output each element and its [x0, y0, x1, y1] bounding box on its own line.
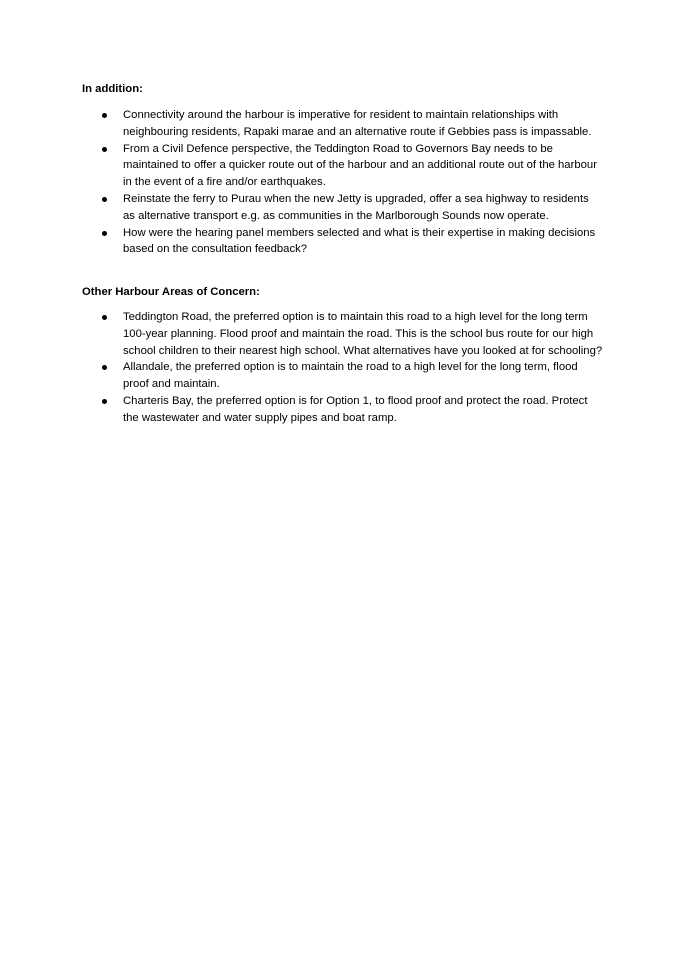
list-item — [0, 309, 603, 359]
bullet-icon — [102, 365, 107, 370]
list-item — [0, 393, 603, 427]
bullet-icon — [102, 113, 107, 118]
bullet-icon — [102, 399, 107, 404]
list-item — [0, 359, 603, 393]
list-item-text: Connectivity around the harbour is imperative for resident to maintain relationships with neighbouring residents, Rapaki marae and an alternative route if Gebbies pass is impassable. — [123, 109, 592, 138]
list-item — [0, 225, 603, 259]
list-item-text: Charteris Bay, the preferred option is for Option 1, to flood proof and protect the road. Protect the wastewater and water supply pipes and boat ramp. — [123, 394, 588, 424]
harbour-concerns-list — [0, 309, 675, 427]
section-heading-other-harbour-areas: Other Harbour Areas of Concern: — [82, 286, 260, 298]
list-item-text: From a Civil Defence perspective, the Teddington Road to Governors Bay needs to be maintained to offer a quicker route out of the harbour and an additional route out of the harbour in the event of a fire and/or earthquakes. — [123, 142, 597, 189]
list-item-text: Allandale, the preferred option is to maintain the road to a high level for the long term, flood proof and maintain. — [123, 361, 578, 391]
bullet-icon — [102, 197, 107, 202]
list-item — [0, 141, 603, 191]
list-item — [0, 191, 603, 225]
list-item-text: How were the hearing panel members selected and what is their expertise in making decisions based on the consultation feedback? — [123, 226, 596, 256]
bullet-icon — [102, 147, 107, 152]
in-addition-list — [0, 107, 675, 258]
list-item-text: Teddington Road, the preferred option is to maintain this road to a high level for the long term 100-year planning. Flood proof and maintain the road. This is the school bus route for our high school children to their nearest high school. What alternatives have you looked at for schooling? — [123, 311, 603, 357]
list-item — [0, 107, 603, 141]
section-heading-in-addition: In addition: — [82, 83, 143, 95]
bullet-icon — [102, 231, 107, 236]
bullet-icon — [102, 315, 107, 320]
list-item-text: Reinstate the ferry to Purau when the new Jetty is upgraded, offer a sea highway to residents as alternative transport e.g. as communities in the Marlborough Sounds now operate. — [123, 192, 589, 222]
